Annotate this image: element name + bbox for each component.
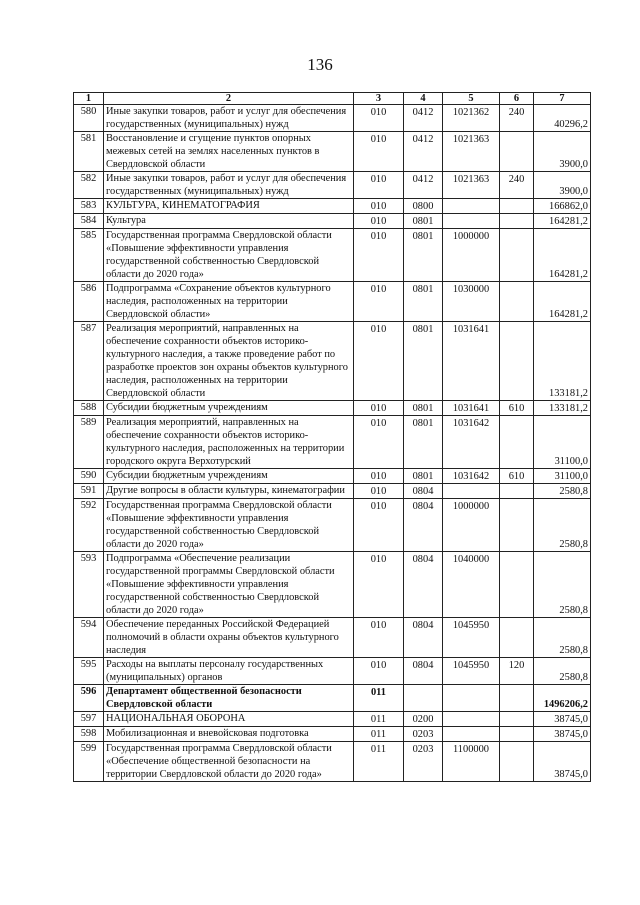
section-code-cell: 0804 [404,618,443,658]
table-body [74,105,591,782]
amount-cell: 164281,2 [534,282,591,322]
row-number-cell: 595 [74,658,104,685]
ministry-code-cell: 010 [354,469,404,484]
target-code-cell: 1100000 [443,742,500,782]
amount-cell: 164281,2 [534,229,591,282]
section-code-cell: 0200 [404,712,443,727]
ministry-code-cell: 010 [354,499,404,552]
row-name-cell: Обеспечение переданных Российской Федерацией полномочий в области охраны объектов культурного наследия [104,618,354,658]
table-row [74,132,591,172]
table-row [74,685,591,712]
table-row [74,727,591,742]
table-row [74,282,591,322]
ministry-code-cell: 011 [354,742,404,782]
ministry-code-cell: 010 [354,401,404,416]
row-number-cell: 593 [74,552,104,618]
target-code-cell [443,712,500,727]
row-number-cell: 594 [74,618,104,658]
column-header: 3 [354,93,404,105]
amount-cell: 133181,2 [534,401,591,416]
expense-type-cell [500,199,534,214]
amount-cell: 2580,8 [534,484,591,499]
amount-cell: 40296,2 [534,105,591,132]
section-code-cell: 0801 [404,401,443,416]
table-row [74,742,591,782]
column-header: 7 [534,93,591,105]
row-name-cell: КУЛЬТУРА, КИНЕМАТОГРАФИЯ [104,199,354,214]
ministry-code-cell: 010 [354,416,404,469]
table-row [74,469,591,484]
target-code-cell [443,214,500,229]
target-code-cell: 1021362 [443,105,500,132]
row-name-cell: Другие вопросы в области культуры, кинематографии [104,484,354,499]
expense-type-cell [500,322,534,401]
expense-type-cell [500,214,534,229]
amount-cell: 2580,8 [534,552,591,618]
target-code-cell: 1000000 [443,229,500,282]
ministry-code-cell: 010 [354,172,404,199]
row-number-cell: 590 [74,469,104,484]
target-code-cell: 1040000 [443,552,500,618]
target-code-cell: 1031641 [443,401,500,416]
table-row [74,712,591,727]
column-header: 2 [104,93,354,105]
row-name-cell: НАЦИОНАЛЬНАЯ ОБОРОНА [104,712,354,727]
section-code-cell: 0801 [404,282,443,322]
expense-type-cell [500,618,534,658]
row-number-cell: 592 [74,499,104,552]
row-number-cell: 585 [74,229,104,282]
page-number: 136 [307,55,333,74]
row-name-cell: Реализация мероприятий, направленных на обеспечение сохранности объектов историко-культурного наследия, а также проведение работ по разработке проектов зон охраны объектов культурного наследия, расположенных на территории Свердловской области [104,322,354,401]
row-name-cell: Субсидии бюджетным учреждениям [104,401,354,416]
expense-type-cell: 610 [500,469,534,484]
expense-type-cell: 240 [500,105,534,132]
amount-cell: 31100,0 [534,416,591,469]
expense-type-cell [500,484,534,499]
row-name-cell: Иные закупки товаров, работ и услуг для обеспечения государственных (муниципальных) нужд [104,172,354,199]
row-name-cell: Подпрограмма «Сохранение объектов культурного наследия, расположенных на территории Свердловской области» [104,282,354,322]
target-code-cell: 1021363 [443,132,500,172]
target-code-cell: 1045950 [443,618,500,658]
row-name-cell: Государственная программа Свердловской области «Повышение эффективности управления государственной собственностью Свердловской области до 2020 года» [104,229,354,282]
row-number-cell: 596 [74,685,104,712]
amount-cell: 31100,0 [534,469,591,484]
target-code-cell: 1030000 [443,282,500,322]
table-row [74,172,591,199]
row-number-cell: 597 [74,712,104,727]
amount-cell: 133181,2 [534,322,591,401]
table-row [74,214,591,229]
table-row [74,499,591,552]
ministry-code-cell: 011 [354,712,404,727]
expense-type-cell [500,552,534,618]
row-number-cell: 581 [74,132,104,172]
target-code-cell [443,727,500,742]
table-row [74,401,591,416]
section-code-cell: 0203 [404,742,443,782]
ministry-code-cell: 011 [354,685,404,712]
target-code-cell: 1021363 [443,172,500,199]
section-code-cell: 0804 [404,552,443,618]
section-code-cell [404,685,443,712]
target-code-cell [443,685,500,712]
ministry-code-cell: 011 [354,727,404,742]
table-row [74,416,591,469]
budget-table [73,92,591,782]
column-header: 4 [404,93,443,105]
section-code-cell: 0412 [404,172,443,199]
target-code-cell: 1031641 [443,322,500,401]
section-code-cell: 0412 [404,132,443,172]
expense-type-cell [500,416,534,469]
expense-type-cell [500,712,534,727]
row-name-cell: Иные закупки товаров, работ и услуг для обеспечения государственных (муниципальных) нужд [104,105,354,132]
ministry-code-cell: 010 [354,229,404,282]
expense-type-cell [500,685,534,712]
target-code-cell: 1031642 [443,469,500,484]
row-number-cell: 583 [74,199,104,214]
ministry-code-cell: 010 [354,618,404,658]
amount-cell: 2580,8 [534,658,591,685]
section-code-cell: 0203 [404,727,443,742]
table-row [74,229,591,282]
ministry-code-cell: 010 [354,132,404,172]
row-number-cell: 598 [74,727,104,742]
row-number-cell: 588 [74,401,104,416]
section-code-cell: 0801 [404,416,443,469]
table-row [74,552,591,618]
row-number-cell: 584 [74,214,104,229]
expense-type-cell [500,282,534,322]
ministry-code-cell: 010 [354,105,404,132]
column-header: 5 [443,93,500,105]
expense-type-cell: 120 [500,658,534,685]
row-name-cell: Государственная программа Свердловской области «Обеспечение общественной безопасности на территории Свердловской области до 2020 года» [104,742,354,782]
expense-type-cell: 610 [500,401,534,416]
row-name-cell: Субсидии бюджетным учреждениям [104,469,354,484]
expense-type-cell [500,132,534,172]
amount-cell: 38745,0 [534,712,591,727]
table-header-row [74,93,591,105]
target-code-cell: 1000000 [443,499,500,552]
section-code-cell: 0801 [404,229,443,282]
ministry-code-cell: 010 [354,199,404,214]
ministry-code-cell: 010 [354,484,404,499]
section-code-cell: 0801 [404,322,443,401]
row-name-cell: Восстановление и сгущение пунктов опорных межевых сетей на землях населенных пунктов в Свердловской области [104,132,354,172]
row-name-cell: Реализация мероприятий, направленных на обеспечение сохранности объектов историко-культурного наследия, расположенных на территории городского округа Верхотурский [104,416,354,469]
row-number-cell: 599 [74,742,104,782]
amount-cell: 166862,0 [534,199,591,214]
amount-cell: 2580,8 [534,499,591,552]
section-code-cell: 0804 [404,658,443,685]
expense-type-cell [500,742,534,782]
section-code-cell: 0801 [404,469,443,484]
amount-cell: 2580,8 [534,618,591,658]
section-code-cell: 0804 [404,484,443,499]
section-code-cell: 0804 [404,499,443,552]
amount-cell: 38745,0 [534,742,591,782]
amount-cell: 164281,2 [534,214,591,229]
ministry-code-cell: 010 [354,282,404,322]
section-code-cell: 0801 [404,214,443,229]
row-number-cell: 586 [74,282,104,322]
row-name-cell: Государственная программа Свердловской области «Повышение эффективности управления государственной собственностью Свердловской области до 2020 года» [104,499,354,552]
ministry-code-cell: 010 [354,214,404,229]
table-row [74,484,591,499]
target-code-cell: 1045950 [443,658,500,685]
section-code-cell: 0412 [404,105,443,132]
amount-cell: 3900,0 [534,132,591,172]
target-code-cell [443,199,500,214]
amount-cell: 3900,0 [534,172,591,199]
expense-type-cell [500,499,534,552]
expense-type-cell [500,727,534,742]
target-code-cell [443,484,500,499]
row-number-cell: 582 [74,172,104,199]
row-number-cell: 589 [74,416,104,469]
row-number-cell: 591 [74,484,104,499]
table-row [74,105,591,132]
row-name-cell: Культура [104,214,354,229]
table-row [74,322,591,401]
section-code-cell: 0800 [404,199,443,214]
row-number-cell: 580 [74,105,104,132]
row-name-cell: Расходы на выплаты персоналу государственных (муниципальных) органов [104,658,354,685]
row-name-cell: Мобилизационная и вневойсковая подготовка [104,727,354,742]
column-header: 6 [500,93,534,105]
ministry-code-cell: 010 [354,552,404,618]
table-row [74,618,591,658]
ministry-code-cell: 010 [354,322,404,401]
column-header: 1 [74,93,104,105]
row-name-cell: Департамент общественной безопасности Свердловской области [104,685,354,712]
target-code-cell: 1031642 [443,416,500,469]
ministry-code-cell: 010 [354,658,404,685]
table-row [74,658,591,685]
row-name-cell: Подпрограмма «Обеспечение реализации государственной программы Свердловской области «Повышение эффективности управления государственной собственностью Свердловской области до 2020 года» [104,552,354,618]
table-row [74,199,591,214]
expense-type-cell [500,229,534,282]
amount-cell: 1496206,2 [534,685,591,712]
amount-cell: 38745,0 [534,727,591,742]
row-number-cell: 587 [74,322,104,401]
expense-type-cell: 240 [500,172,534,199]
